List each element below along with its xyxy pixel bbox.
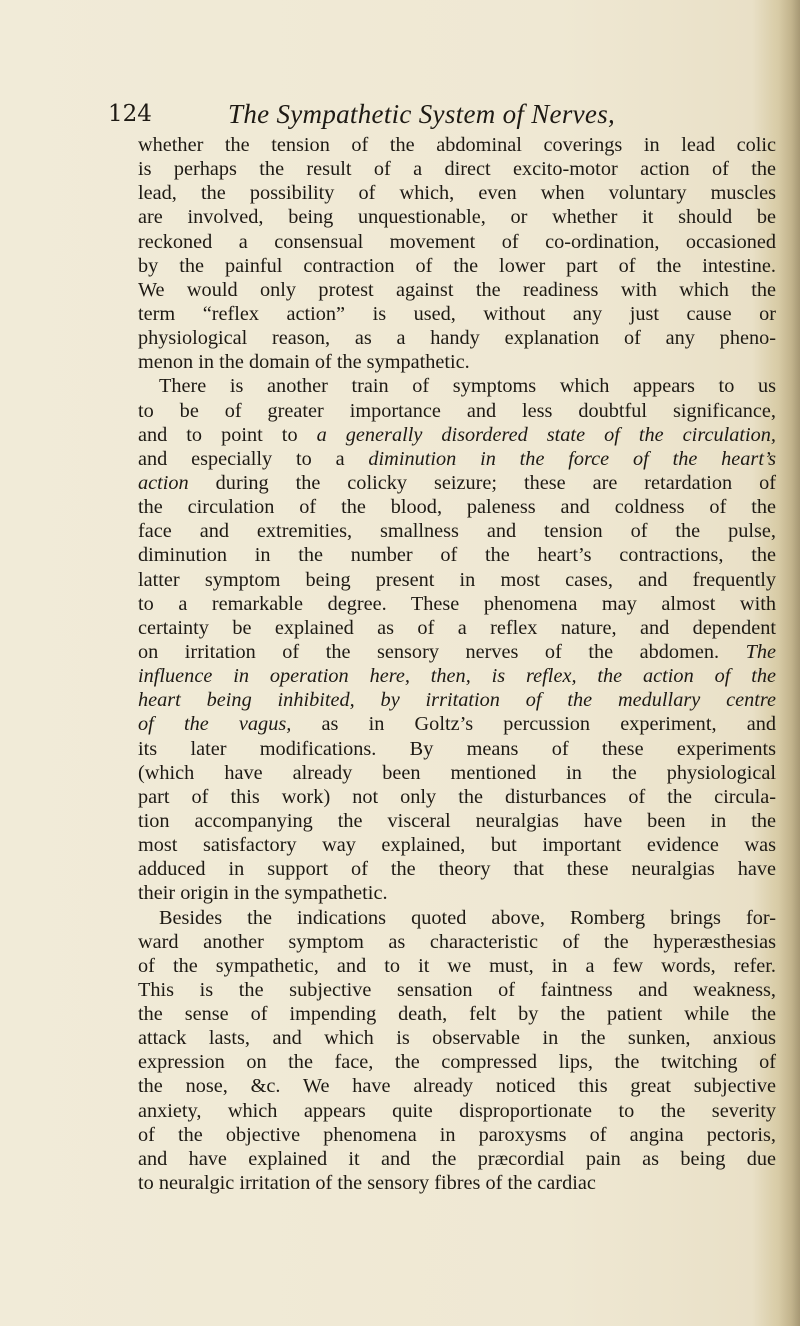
text-line — [138, 640, 776, 664]
text-line — [138, 205, 776, 229]
text-line — [138, 737, 776, 761]
text-line — [138, 664, 776, 688]
text-line — [138, 1026, 776, 1050]
text-run: to a remarkable degree. These phenomena may almost with — [138, 592, 776, 615]
text-line — [138, 1002, 776, 1026]
running-title: The Sympathetic System of Nerves, — [228, 99, 616, 129]
text-line — [138, 278, 776, 302]
page-edge-shadow — [778, 0, 800, 1326]
italic-text-run: diminution in the force of the heart’s — [368, 447, 776, 470]
text-run: to be of greater importance and less doubtful significance, — [138, 399, 776, 422]
text-line — [138, 1171, 776, 1195]
text-run: tion accompanying the visceral neuralgias have been in the — [138, 809, 776, 832]
text-run: the nose, &c. We have already noticed this great subjective — [138, 1075, 776, 1098]
text-line — [138, 568, 776, 592]
text-run: most satisfactory way explained, but important evidence was — [138, 834, 776, 857]
text-line — [138, 157, 776, 181]
text-line — [138, 616, 776, 640]
text-line — [138, 978, 776, 1002]
text-line — [138, 519, 776, 543]
text-line — [138, 954, 776, 978]
text-line — [138, 906, 776, 930]
text-line — [138, 374, 776, 398]
text-run: of the objective phenomena in paroxysms of angina pectoris, — [138, 1123, 776, 1146]
text-line — [138, 833, 776, 857]
text-line — [138, 1147, 776, 1171]
text-run: of the sympathetic, and to it we must, in a few words, refer. — [138, 954, 776, 977]
text-line — [138, 761, 776, 785]
text-run: part of this work) not only the disturbances of the circula- — [138, 785, 776, 808]
text-line — [138, 712, 776, 736]
text-run: is perhaps the result of a direct excito-motor action of the — [138, 158, 776, 181]
text-run: whether the tension of the abdominal coverings in lead colic — [138, 134, 776, 156]
text-run: its later modifications. By means of these experiments — [138, 737, 776, 760]
text-run: by the painful contraction of the lower part of the intestine. — [138, 254, 776, 277]
page-number: 124 — [108, 101, 152, 127]
text-line — [138, 1099, 776, 1123]
text-line — [138, 1123, 776, 1147]
text-line — [138, 399, 776, 423]
italic-text-run: influence in operation here, then, is reflex, the action of the — [138, 665, 776, 688]
text-line — [138, 254, 776, 278]
text-run: term “reflex action” is used, without any just cause or — [138, 302, 776, 325]
text-run: (which have already been mentioned in the physiological — [138, 761, 776, 784]
text-run: reckoned a consensual movement of co-ordination, occasioned — [138, 230, 776, 253]
text-run: face and extremities, smallness and tension of the pulse, — [138, 520, 776, 543]
text-run: and have explained it and the præcordial pain as being due — [138, 1147, 776, 1170]
text-run: We would only protest against the readiness with which the — [138, 278, 776, 301]
text-run: expression on the face, the compressed lips, the twitching of — [138, 1051, 776, 1074]
text-run: and especially to a — [138, 447, 369, 470]
text-run: certainty be explained as of a reflex nature, and dependent — [138, 616, 776, 639]
text-line — [138, 592, 776, 616]
text-run: There is another train of symptoms which appears to us — [159, 375, 776, 398]
text-run: during the colicky seizure; these are retardation of — [188, 471, 776, 494]
text-run: menon in the domain of the sympathetic. — [138, 351, 470, 374]
text-line — [138, 230, 776, 254]
text-line — [138, 423, 776, 447]
text-line — [138, 857, 776, 881]
italic-text-run: a generally disordered state of the circulation, — [316, 423, 776, 446]
text-line — [138, 447, 776, 471]
text-run: as in Goltz’s percussion experiment, and — [291, 713, 776, 736]
text-line — [138, 326, 776, 350]
text-run: physiological reason, as a handy explanation of any pheno- — [138, 327, 776, 350]
running-head — [108, 98, 668, 130]
text-run: anxiety, which appears quite disproportionate to the severity — [138, 1099, 776, 1122]
text-line — [138, 471, 776, 495]
text-run: the sense of impending death, felt by the patient while the — [138, 1003, 776, 1026]
text-line — [138, 1050, 776, 1074]
text-run: latter symptom being present in most cases, and frequently — [138, 568, 776, 591]
text-run: ward another symptom as characteristic of the hyperæsthesias — [138, 930, 776, 953]
text-line — [138, 809, 776, 833]
italic-text-run: of the vagus, — [138, 713, 292, 736]
text-line — [138, 302, 776, 326]
text-run: are involved, being unquestionable, or whether it should be — [138, 206, 776, 229]
text-run: lead, the possibility of which, even when voluntary muscles — [138, 182, 776, 205]
text-run: the circulation of the blood, paleness and coldness of the — [138, 496, 776, 519]
text-line — [138, 495, 776, 519]
text-line — [138, 785, 776, 809]
italic-text-run: action — [138, 471, 189, 494]
text-line — [138, 930, 776, 954]
text-run: attack lasts, and which is observable in the sunken, anxious — [138, 1027, 776, 1050]
text-run: Besides the indications quoted above, Romberg brings for- — [159, 906, 776, 929]
text-run: on irritation of the sensory nerves of the abdomen. — [138, 640, 746, 663]
text-run: and to point to — [138, 423, 317, 446]
italic-text-run: The — [745, 640, 776, 663]
text-line — [138, 1074, 776, 1098]
text-line — [138, 881, 776, 905]
body-text — [138, 133, 776, 1195]
text-run: This is the subjective sensation of faintness and weakness, — [138, 978, 776, 1001]
text-run: their origin in the sympathetic. — [138, 882, 388, 905]
text-line — [138, 350, 776, 374]
text-line — [138, 133, 776, 157]
text-line — [138, 688, 776, 712]
text-run: to neuralgic irritation of the sensory fibres of the cardiac — [138, 1172, 596, 1195]
text-line — [138, 181, 776, 205]
text-run: diminution in the number of the heart’s contractions, the — [138, 544, 776, 567]
text-line — [138, 543, 776, 567]
italic-text-run: heart being inhibited, by irritation of the medullary centre — [138, 689, 776, 712]
text-run: adduced in support of the theory that these neuralgias have — [138, 858, 776, 881]
